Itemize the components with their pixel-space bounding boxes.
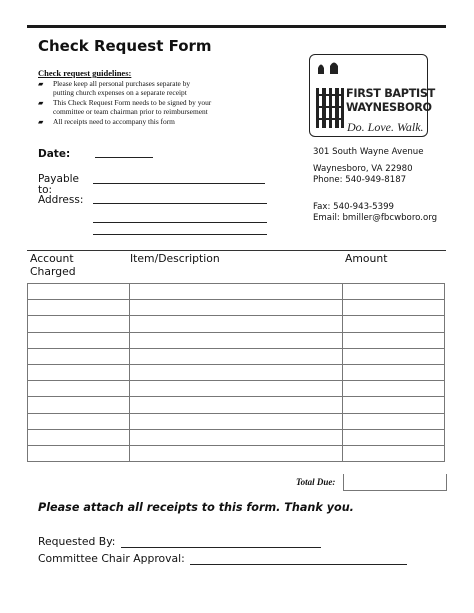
account-cell[interactable] [28, 348, 130, 364]
item-cell[interactable] [129, 397, 342, 413]
address-label: Address: [38, 194, 84, 206]
table-row [28, 348, 445, 364]
col-amount-header: Amount [345, 252, 388, 265]
guideline-item: ▰ All receipts need to accompany this form [38, 117, 175, 126]
payable-label-line1: Payable [38, 173, 79, 185]
amount-cell[interactable] [343, 429, 445, 445]
table-row [28, 300, 445, 316]
item-cell[interactable] [129, 284, 342, 300]
table-row [28, 397, 445, 413]
date-field[interactable] [95, 157, 153, 158]
col-account-header: Account Charged [30, 252, 76, 278]
account-cell[interactable] [28, 445, 130, 461]
total-due-label: Total Due: [296, 477, 336, 487]
account-cell[interactable] [28, 429, 130, 445]
logo-motto: Do. Love. Walk. [347, 120, 424, 134]
table-row [28, 413, 445, 429]
logo-line1: FIRST BAPTIST [346, 87, 435, 100]
address-field-line1[interactable] [93, 203, 267, 204]
item-cell[interactable] [129, 364, 342, 380]
amount-cell[interactable] [343, 348, 445, 364]
col-item-header: Item/Description [130, 252, 220, 265]
contact-street: 301 South Wayne Avenue [313, 147, 424, 157]
bullet-icon: ▰ [38, 99, 44, 107]
item-cell[interactable] [129, 445, 342, 461]
table-row [28, 429, 445, 445]
requested-by-field[interactable] [121, 547, 321, 548]
amount-cell[interactable] [343, 445, 445, 461]
account-cell[interactable] [28, 284, 130, 300]
bullet-icon: ▰ [38, 118, 44, 126]
item-cell[interactable] [129, 348, 342, 364]
table-row [28, 364, 445, 380]
committee-approval-field[interactable] [190, 564, 407, 565]
table-row [28, 316, 445, 332]
amount-cell[interactable] [343, 284, 445, 300]
expense-table [27, 283, 445, 462]
amount-cell[interactable] [343, 316, 445, 332]
account-cell[interactable] [28, 300, 130, 316]
item-cell[interactable] [129, 381, 342, 397]
item-cell[interactable] [129, 316, 342, 332]
account-cell[interactable] [28, 413, 130, 429]
account-cell[interactable] [28, 316, 130, 332]
table-row [28, 332, 445, 348]
table-row [28, 381, 445, 397]
address-field-line2[interactable] [93, 222, 267, 223]
bullet-icon: ▰ [38, 80, 44, 88]
contact-fax: Fax: 540-943-5399 [313, 202, 395, 212]
requested-by-label: Requested By: [38, 535, 116, 548]
amount-cell[interactable] [343, 413, 445, 429]
table-row [28, 284, 445, 300]
form-title: Check Request Form [38, 37, 212, 55]
top-rule [27, 25, 446, 28]
account-cell[interactable] [28, 332, 130, 348]
total-due-field[interactable] [343, 474, 447, 491]
item-cell[interactable] [129, 332, 342, 348]
contact-phone: Phone: 540-949-8187 [313, 175, 407, 185]
payable-label-line2: to: [38, 184, 53, 196]
amount-cell[interactable] [343, 332, 445, 348]
payable-to-field[interactable] [93, 183, 265, 184]
guideline-item: ▰ This Check Request Form needs to be signed by your committee or team chairman prior to reimbursement [38, 98, 212, 116]
guidelines-heading: Check request guidelines: [38, 68, 132, 78]
account-cell[interactable] [28, 381, 130, 397]
amount-cell[interactable] [343, 364, 445, 380]
committee-approval-label: Committee Chair Approval: [38, 552, 185, 565]
item-cell[interactable] [129, 413, 342, 429]
table-row [28, 445, 445, 461]
amount-cell[interactable] [343, 397, 445, 413]
account-cell[interactable] [28, 397, 130, 413]
guideline-item: ▰ Please keep all personal purchases separate by putting church expenses on a separate receipt [38, 79, 191, 97]
item-cell[interactable] [129, 300, 342, 316]
amount-cell[interactable] [343, 300, 445, 316]
date-label: Date: [38, 148, 71, 160]
logo-line2: WAYNESBORO [346, 101, 432, 114]
item-cell[interactable] [129, 429, 342, 445]
amount-cell[interactable] [343, 381, 445, 397]
account-cell[interactable] [28, 364, 130, 380]
contact-email: Email: bmiller@fbcwboro.org [313, 213, 438, 223]
church-window-icon [313, 60, 347, 132]
attach-receipts-note: Please attach all receipts to this form. Thank you. [38, 501, 354, 514]
address-field-line3[interactable] [93, 234, 267, 235]
contact-city: Waynesboro, VA 22980 [313, 164, 413, 174]
table-header-rule [27, 250, 446, 251]
